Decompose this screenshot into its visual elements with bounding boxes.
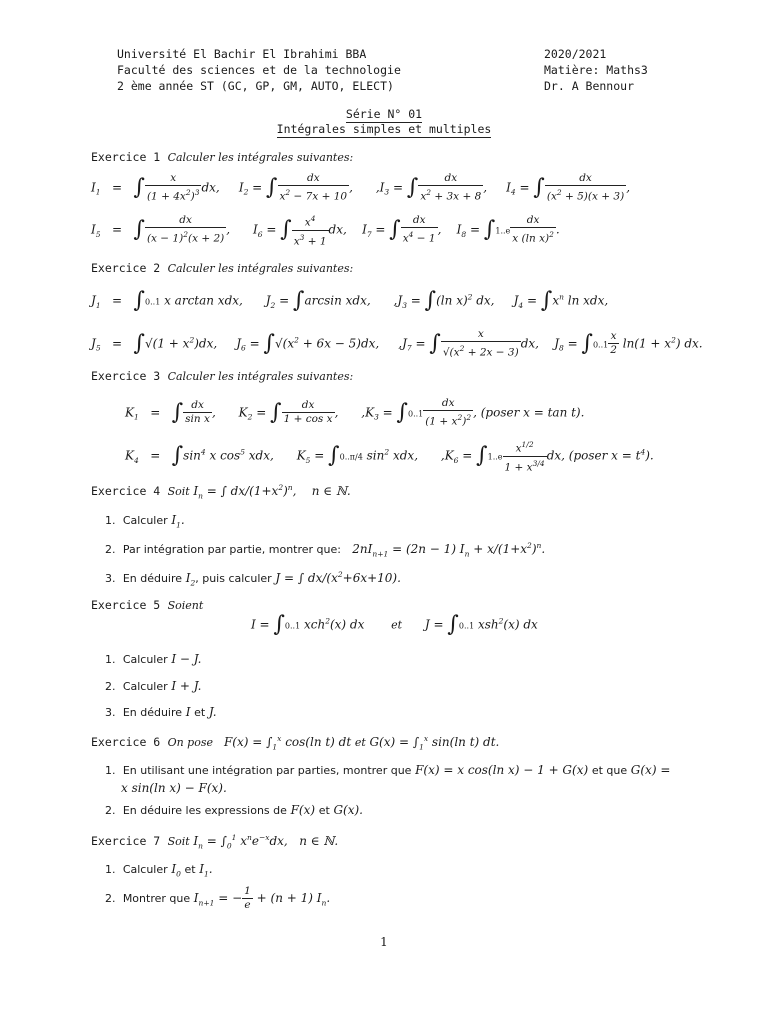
exercise-2-heading: Exercice 2 Calculer les intégrales suivantes: xyxy=(91,261,354,275)
exercise-5-item-2: 2. Calculer I + J. xyxy=(105,679,202,693)
academic-year: 2020/2021 xyxy=(544,47,607,61)
exercise-2-row-1: $J_1 = \int 0..1$ x arctan xdx, $J_2 = \int\arcsin$ xdx, $,J_3 = \int(\ln$ x)$^2$ dx, $J_4 = \int x^n$ ln xdx, xyxy=(91,288,609,313)
subject: Matière: Maths3 xyxy=(544,63,648,77)
exercise-6-item-1-cont: x sin(ln x) − F(x). xyxy=(121,781,227,795)
exercise-2-row-2: $J_5 = \int√(1 + x^2)dx$, $J_6 = \int√(x^2 + 6x - 5)dx$, $,J_7$ = ∫ $\frac{x}{√(x^2 + 2x - 3)}$ dx, $J_8 = \int 0..1$ $\frac{x}{2}$ $\ln(1 + x^2)$ dx. xyxy=(91,328,703,359)
exercise-7-item-1: 1. Calculer $I_0$ et $I_1$. xyxy=(105,862,213,879)
exercise-1-heading: Exercice 1 Calculer les intégrales suivantes: xyxy=(91,150,354,164)
page-number: 1 xyxy=(380,935,388,949)
exercise-7-item-2: 2. Montrer que $I_{n+1}$ = − $\frac{1}{e}$ + (n + 1) $I_n$. xyxy=(105,885,331,911)
exercise-6-heading: Exercice 6 On pose $F(x) = \int_1^x$ cos(ln t) dt et $G(x) = \int_1^x$ sin(ln t) dt. xyxy=(91,734,500,752)
exercise-5-definition: I = ∫0..1 xch$^2$(x) dx et J = ∫0..1 xsh$^2$(x) dx xyxy=(251,612,538,637)
exercise-4-item-2: 2. Par intégration par partie, montrer que: $2nI_{n+1} = (2n - 1) I_n + x/(1+x^2)^n$. xyxy=(105,541,546,559)
exercise-6-item-1: 1. En utilisant une intégration par parties, montrer que F(x) = x cos(ln x) − 1 + G(x) et que G(x) = xyxy=(105,763,671,777)
exercise-3-row-2: $K_4 = \int\sin^4$ x $\cos^5$ xdx, $K_5 = \int 0..\pi/4$ $\sin^2$ xdx, $,K_6 = \int 1..e$ $\frac{x^{1/2}}{1 + x^{3/4}}$ dx, (poser $x = t^4$). xyxy=(125,440,654,473)
serie-subtitle: Intégrales simples et multiples xyxy=(276,122,492,136)
exercise-1-row-2: $I_5$ = ∫ $\frac{dx}{(x - 1)^2(x + 2)}$ , $I_6$ = ∫ $\frac{x^4}{x^3 + 1}$ dx, $I_7$ = ∫ $\frac{dx}{x^4 - 1}$ , $I_8 = \int 1..e$ $\frac{dx}{x (\ln x)^2}$ . xyxy=(91,214,560,247)
serie-title: Série N° 01 xyxy=(345,107,423,121)
exercise-4-heading: Exercice 4 Soit $I_n$ = ∫ $dx/(1+x^2)^n$, n ∈ ℕ. xyxy=(91,483,351,501)
exercise-6-item-2: 2. En déduire les expressions de F(x) et G(x). xyxy=(105,803,363,817)
exercise-3-row-1: $K_1$ = ∫ $\frac{dx}{\text{sin x}}$ , $K_2$ = ∫ $\frac{dx}{\text{1 + cos x}}$ , $,K_3 = \int 0..1$ $\frac{dx}{(1 + x^2)^2}$ , (poser x = tan t). xyxy=(125,397,585,428)
exercise-5-heading: Exercice 5 Soient xyxy=(91,598,204,612)
year-level: 2 ème année ST (GC, GP, GM, AUTO, ELECT) xyxy=(117,79,394,93)
exercise-5-item-3: 3. En déduire I et J. xyxy=(105,705,217,719)
teacher: Dr. A Bennour xyxy=(544,79,635,93)
exercise-7-heading: Exercice 7 Soit $I_n = \int_0^1$ $x^ne^{-x}dx$, n ∈ ℕ. xyxy=(91,833,339,851)
exercise-4-item-1: 1. Calculer $I_1$. xyxy=(105,513,185,530)
exercise-4-item-3: 3. En déduire $I_2$, puis calculer J = ∫ $dx/(x^2+6x+10)$. xyxy=(105,570,401,588)
faculty-name: Faculté des sciences et de la technologie xyxy=(117,63,401,77)
exercise-5-item-1: 1. Calculer I − J. xyxy=(105,652,202,666)
exercise-1-row-1: $I_1$ = ∫ $\frac{x}{(1 + 4x^2)^3}$ dx, $I_2$ = ∫ $\frac{dx}{x^2 - 7x + 10}$ , $,I_3$ = ∫ $\frac{dx}{x^2 + 3x + 8}$ , $I_4$ = ∫ $\frac{dx}{(x^2 + 5)(x + 3)}$ , xyxy=(91,172,631,203)
university-name: Université El Bachir El Ibrahimi BBA xyxy=(117,47,367,61)
exercise-3-heading: Exercice 3 Calculer les intégrales suivantes: xyxy=(91,369,354,383)
